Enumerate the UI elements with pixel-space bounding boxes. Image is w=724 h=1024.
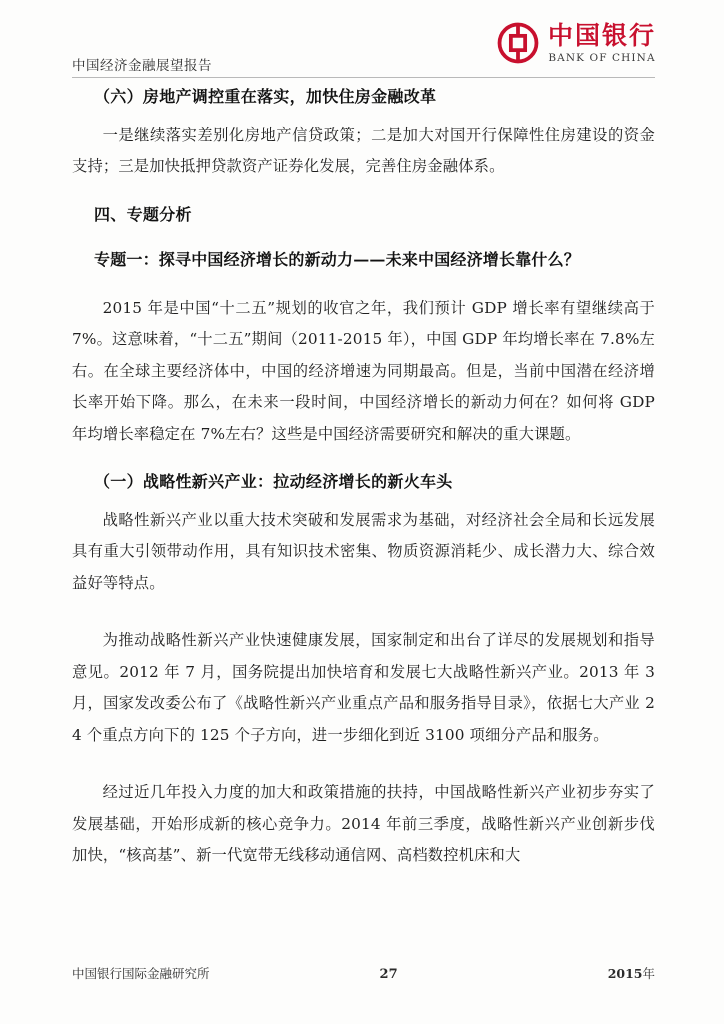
header-divider [72, 77, 655, 78]
heading-section-four: 四、专题分析 [94, 204, 192, 224]
paragraph-section-six: 一是继续落实差别化房地产信贷政策；二是加大对国开行保障性住房建设的资金支持；三是加快抵押贷款资产证券化发展，完善住房金融体系。 [72, 125, 655, 176]
bank-of-china-logo [497, 22, 656, 64]
spacer [72, 459, 655, 469]
boc-coin-icon [497, 22, 539, 64]
paragraph-three: 经过近几年投入力度的加大和政策措施的扶持，中国战略性新兴产业初步夯实了发展基础，开始形成新的核心竞争力。2014 年前三季度，战略性新兴产业创新步伐加快，“核高基”、新一代宽带无线移动通信网、高档数控机床和大 [72, 783, 655, 865]
footer-year-unit: 年 [642, 966, 655, 981]
page-footer [72, 964, 655, 982]
page-content [72, 84, 655, 881]
paragraph-two: 为推动战略性新兴产业快速健康发展，国家制定和出台了详尽的发展规划和指导意见。2012 年 7 月，国务院提出加快培育和发展七大战略性新兴产业。2013 年 3 月，国家发改委公布了《战略性新兴产业重点产品和服务指导目录》，依据七大产业 24 个重点方向下的 125 个子方向，进一步细化到近 3100 项细分产品和服务。 [72, 631, 655, 744]
footer-year [608, 964, 655, 982]
heading-section-six: （六）房地产调控重在落实，加快住房金融改革 [94, 87, 437, 106]
spacer [72, 608, 655, 625]
footer-page-number: 27 [379, 967, 398, 982]
footer-year-value: 2015 [607, 966, 643, 981]
paragraph-intro: 2015 年是中国“十二五”规划的收官之年，我们预计 GDP 增长率有望继续高于 7%。这意味着，“十二五”期间（2011-2015 年），中国 GDP 年均增长率在 7.8%左右。在全球主要经济体中，中国的经济增速为同期最高。但是，当前中国潜在经济增长率开始下降。那么，在未来一段时间，中国经济增长的新动力何在？如何将 GDP 年均增长率稳定在 7%左右？这些是中国经济需要研究和解决的重大课题。 [72, 298, 655, 443]
heading-topic-one: 专题一：探寻中国经济增长的新动力——未来中国经济增长靠什么？ [94, 250, 581, 270]
spacer [72, 760, 655, 777]
header-title: 中国经济金融展望报告 [72, 58, 212, 74]
heading-subsection-one: （一）战略性新兴产业：拉动经济增长的新火车头 [94, 472, 453, 492]
logo-english-name: BANK OF CHINA [548, 51, 656, 64]
spacer [72, 192, 655, 202]
footer-institute: 中国银行国际金融研究所 [72, 966, 210, 981]
spacer [72, 283, 655, 293]
spacer [72, 237, 655, 247]
paragraph-one: 战略性新兴产业以重大技术突破和发展需求为基础，对经济社会全局和长远发展具有重大引领带动作用，具有知识技术密集、物质资源消耗少、成长潜力大、综合效益好等特点。 [72, 510, 655, 592]
logo-chinese-name: 中国银行 [547, 20, 656, 50]
logo-wordmark [547, 20, 656, 64]
